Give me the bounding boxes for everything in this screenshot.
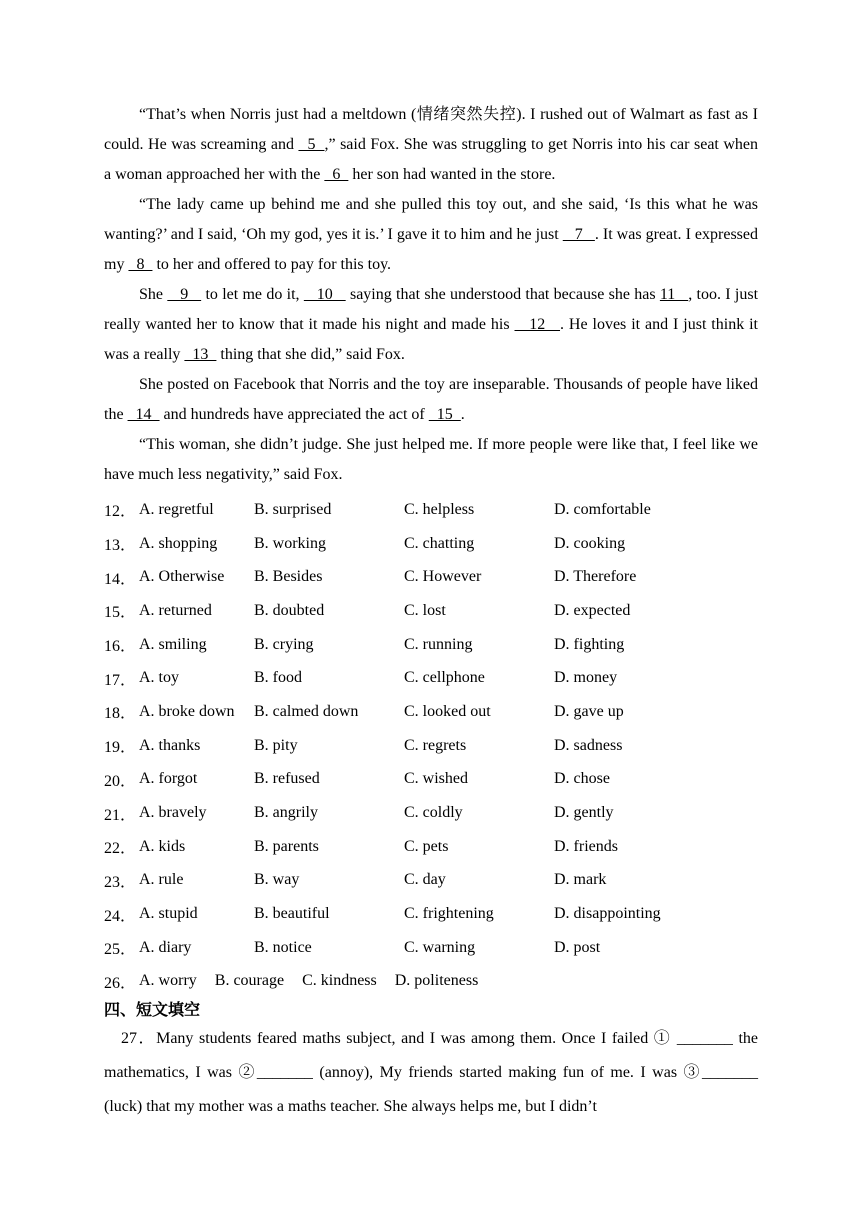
question-row bbox=[104, 527, 758, 561]
question-row bbox=[104, 897, 758, 931]
answer-blank: 5 bbox=[298, 136, 325, 153]
passage-text: to her and offered to pay for this toy. bbox=[152, 256, 392, 273]
question-number: 20． bbox=[104, 772, 137, 790]
answer-option: C. helpless bbox=[404, 500, 475, 518]
section-title: 四、短文填空 bbox=[104, 1000, 201, 1020]
document-page bbox=[104, 100, 758, 1124]
answer-option: D. fighting bbox=[554, 635, 625, 653]
answer-option: D. gave up bbox=[554, 702, 624, 720]
passage-text: She bbox=[139, 286, 168, 303]
answer-option: A. rule bbox=[139, 871, 184, 889]
question-row bbox=[104, 661, 758, 695]
question-row bbox=[104, 965, 758, 999]
answer-option: A. smiling bbox=[139, 635, 207, 653]
reading-passage bbox=[104, 100, 758, 490]
answer-option: B. refused bbox=[254, 770, 320, 788]
question-number: 21． bbox=[104, 806, 137, 824]
passage-paragraph bbox=[104, 100, 758, 190]
answer-option: D. gently bbox=[554, 804, 614, 822]
passage-text: and hundreds have appreciated the act of bbox=[159, 406, 429, 423]
answer-option: B. crying bbox=[254, 635, 314, 653]
question-row bbox=[104, 931, 758, 965]
answer-option: B. food bbox=[254, 669, 302, 687]
question-row bbox=[104, 695, 758, 729]
passage-text: . He loves it and I just think it was a really bbox=[104, 316, 759, 363]
passage-text: her son had wanted in the store. bbox=[348, 166, 556, 183]
multiple-choice-list bbox=[104, 493, 758, 998]
question-number: 16． bbox=[104, 638, 137, 656]
answer-option: B. way bbox=[254, 871, 300, 889]
answer-option: C. running bbox=[404, 635, 473, 653]
answer-option: D. chose bbox=[554, 770, 610, 788]
passage-text: She posted on Facebook that Norris and the toy are inseparable. Thousands of people have liked the bbox=[104, 376, 758, 423]
question-row bbox=[104, 493, 758, 527]
passage-paragraph bbox=[104, 370, 758, 430]
answer-option: A. forgot bbox=[139, 770, 198, 788]
passage-text: to let me do it, bbox=[201, 286, 304, 303]
answer-blank: 9 bbox=[167, 286, 202, 303]
answer-option: A. bravely bbox=[139, 804, 207, 822]
passage-text: . bbox=[460, 406, 465, 423]
question-number: 19． bbox=[104, 739, 137, 757]
question-number: 18． bbox=[104, 705, 137, 723]
answer-option: B. surprised bbox=[254, 500, 332, 518]
answer-option: C. However bbox=[404, 568, 482, 586]
answer-option: C. coldly bbox=[404, 804, 463, 822]
question-number: 15． bbox=[104, 604, 137, 622]
answer-option: A. thanks bbox=[139, 736, 201, 754]
answer-blank: 10 bbox=[303, 286, 346, 303]
answer-option: B. pity bbox=[254, 736, 298, 754]
answer-blank: 11 bbox=[659, 286, 689, 303]
answer-blank: 8 bbox=[128, 256, 153, 273]
answer-option: D. friends bbox=[554, 837, 618, 855]
answer-option: C. regrets bbox=[404, 736, 467, 754]
question-row bbox=[104, 830, 758, 864]
answer-option: A. Otherwise bbox=[139, 568, 225, 586]
question-number: 12． bbox=[104, 503, 137, 521]
answer-option: C. warning bbox=[404, 938, 476, 956]
answer-option: B. angrily bbox=[254, 804, 318, 822]
answer-option: D. money bbox=[554, 669, 618, 687]
passage-text: “This woman, she didn’t judge. She just helped me. If more people were like that, I feel like we have much less negativity,” said Fox. bbox=[104, 436, 758, 483]
answer-option: C. looked out bbox=[404, 702, 491, 720]
answer-option: C. pets bbox=[404, 837, 449, 855]
answer-option: C. frightening bbox=[404, 905, 494, 923]
answer-option: A. regretful bbox=[139, 500, 214, 518]
answer-option: C. chatting bbox=[404, 534, 475, 552]
question-number: 25． bbox=[104, 941, 137, 959]
answer-blank: 7 bbox=[562, 226, 595, 243]
answer-blank: 13 bbox=[184, 346, 217, 363]
answer-option: C. day bbox=[404, 871, 446, 889]
answer-blank: 14 bbox=[127, 406, 160, 423]
passage-text: saying that she understood that because she has bbox=[345, 286, 660, 303]
passage-text: . It was great. I expressed my bbox=[104, 226, 758, 273]
passage-text: “That’s when Norris just had a meltdown (情绪突然失控). I rushed out of Walmart as fast as I could. He was screaming and bbox=[104, 106, 758, 153]
answer-option: D. Therefore bbox=[554, 568, 637, 586]
answer-option: A. broke down bbox=[139, 702, 235, 720]
question-number: 14． bbox=[104, 570, 137, 588]
answer-option: C. cellphone bbox=[404, 669, 485, 687]
answer-option: B. working bbox=[254, 534, 326, 552]
passage-paragraph bbox=[104, 430, 758, 490]
question-number: 22． bbox=[104, 840, 137, 858]
answer-option: C. wished bbox=[404, 770, 468, 788]
answer-option: D. politeness bbox=[394, 972, 479, 990]
answer-option: D. comfortable bbox=[554, 500, 651, 518]
answer-option: A. worry bbox=[139, 972, 197, 990]
answer-option: C. kindness bbox=[302, 972, 377, 990]
passage-paragraph bbox=[104, 280, 758, 370]
answer-option: B. calmed down bbox=[254, 702, 359, 720]
answer-option: B. notice bbox=[254, 938, 312, 956]
answer-option: B. doubted bbox=[254, 601, 325, 619]
answer-option: D. mark bbox=[554, 871, 607, 889]
answer-option: C. lost bbox=[404, 601, 446, 619]
question-row bbox=[104, 560, 758, 594]
passage-paragraph bbox=[104, 190, 758, 280]
answer-option: B. courage bbox=[214, 972, 285, 990]
question-number: 13． bbox=[104, 537, 137, 555]
passage-text: thing that she did,” said Fox. bbox=[216, 346, 405, 363]
passage-text: “The lady came up behind me and she pulled this toy out, and she said, ‘Is this what he was wanting?’ and I said, ‘Oh my god, yes it is.’ I gave it to him and he just bbox=[104, 196, 758, 243]
answer-option: B. parents bbox=[254, 837, 319, 855]
question-number: 23． bbox=[104, 873, 137, 891]
answer-option: B. Besides bbox=[254, 568, 323, 586]
answer-option: D. post bbox=[554, 938, 601, 956]
answer-blank: 12 bbox=[514, 316, 561, 333]
passage-text: ,” said Fox. She was struggling to get Norris into his car seat when a woman approached her with the bbox=[104, 136, 759, 183]
answer-option: D. cooking bbox=[554, 534, 626, 552]
answer-option: D. disappointing bbox=[554, 905, 661, 923]
question-27-text: 27．Many students feared maths subject, and I was among them. Once I failed ① _______ the mathematics, I was ②_______ (annoy), My friends started making fun of me. I was ③_______ (luck) that my mother was a maths teacher. She always helps me, but I didn’t bbox=[104, 1030, 758, 1116]
passage-text: , too. I just really wanted her to know that it made his night and made his bbox=[104, 286, 759, 333]
answer-option: D. sadness bbox=[554, 736, 623, 754]
question-row bbox=[104, 864, 758, 898]
question-row bbox=[104, 763, 758, 797]
answer-option: A. diary bbox=[139, 938, 192, 956]
answer-option: D. expected bbox=[554, 601, 631, 619]
question-number: 26． bbox=[104, 974, 137, 992]
question-number: 17． bbox=[104, 671, 137, 689]
answer-blank: 15 bbox=[428, 406, 461, 423]
answer-option: A. stupid bbox=[139, 905, 198, 923]
answer-option: A. shopping bbox=[139, 534, 218, 552]
question-row bbox=[104, 729, 758, 763]
question-number: 24． bbox=[104, 907, 137, 925]
question-row bbox=[104, 628, 758, 662]
answer-option: B. beautiful bbox=[254, 905, 330, 923]
answer-blank: 6 bbox=[324, 166, 349, 183]
question-row bbox=[104, 594, 758, 628]
answer-option: A. toy bbox=[139, 669, 179, 687]
answer-option: A. kids bbox=[139, 837, 186, 855]
question-row bbox=[104, 796, 758, 830]
answer-option: A. returned bbox=[139, 601, 212, 619]
